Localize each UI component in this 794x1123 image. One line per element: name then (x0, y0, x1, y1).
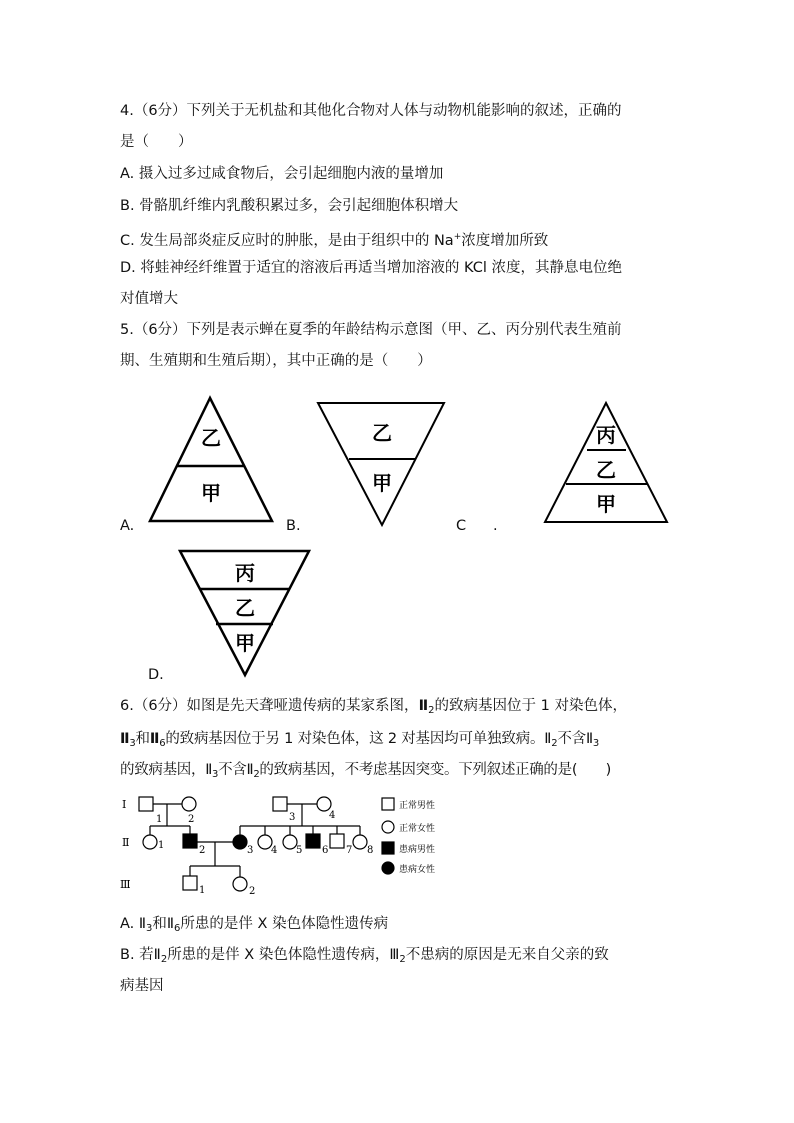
q6-stem-line3: 的致病基因，$Ⅱ_3$不含$Ⅱ_2$的致病基因，不考虑基因突变。下列叙述正确的是( ) (120, 762, 611, 780)
q4-option-a: A. 摄入过多过咸食物后，会引起细胞内液的量增加 (120, 166, 444, 182)
q5-label-b: B. (286, 518, 301, 534)
pyramid-d-yi: 乙 (235, 596, 255, 620)
q6-option-b-line2: 病基因 (120, 978, 164, 994)
pedigree-i1-normal-male (139, 797, 153, 811)
pedigree-gen-ii-label: Ⅱ (122, 836, 130, 849)
q6-option-b-line1: B. 若$Ⅱ_2$所患的是伴 X 染色体隐性遗传病，$Ⅲ_2$不患病的原因是无来自父亲的致 (120, 947, 609, 965)
pedigree-num-i4: 4 (329, 810, 336, 821)
pedigree-gen-i-label: Ⅰ (122, 798, 127, 811)
pedigree-num-iii2: 2 (249, 886, 256, 897)
q6-option-a: A. $Ⅱ_3$和$Ⅱ_6$所患的是伴 X 染色体隐性遗传病 (120, 916, 389, 934)
pedigree-i2-normal-female (182, 797, 196, 811)
q4-option-b: B. 骨骼肌纤维内乳酸积累过多，会引起细胞体积增大 (120, 198, 459, 214)
pyramid-d-bing: 丙 (235, 561, 255, 585)
pedigree-num-i3: 3 (289, 812, 296, 823)
pedigree-num-ii4: 4 (271, 845, 278, 856)
pedigree-i3-normal-male (273, 797, 287, 811)
pedigree-num-ii3: 3 (247, 845, 254, 856)
pyramid-b-yi: 乙 (372, 421, 392, 445)
q5-stem-line1: 5.（6分）下列是表示蝉在夏季的年龄结构示意图（甲、乙、丙分别代表生殖前 (120, 322, 622, 338)
q4-stem-line1: 4.（6分）下列关于无机盐和其他化合物对人体与动物机能影响的叙述，正确的 (120, 103, 622, 119)
q5-label-c-dot: . (493, 518, 498, 534)
pedigree-num-ii1: 1 (158, 840, 165, 851)
pyramid-c-yi: 乙 (596, 458, 616, 482)
pedigree-ii7-normal-male (330, 834, 344, 848)
pyramid-c-bing: 丙 (596, 423, 616, 447)
pyramid-d-jia: 甲 (235, 631, 255, 655)
legend-normal-female-symbol (382, 821, 394, 833)
pyramid-a-yi: 乙 (201, 426, 221, 450)
pedigree-gen-iii-label: Ⅲ (120, 878, 131, 891)
legend-normal-female-label: 正常女性 (399, 824, 436, 834)
pyramid-a-jia: 甲 (201, 481, 221, 505)
pedigree-num-i1: 1 (156, 814, 163, 825)
legend-affected-male-symbol (382, 842, 394, 854)
pedigree-ii6-affected-male (306, 834, 320, 848)
pedigree-ii5-normal-female (283, 835, 297, 849)
q5-label-a: A. (120, 518, 135, 534)
q5-label-c: C (456, 518, 467, 534)
pedigree-iii2-normal-female (233, 877, 247, 891)
legend-affected-female-label: 患病女性 (399, 865, 436, 875)
pedigree-num-ii6: 6 (322, 845, 329, 856)
pedigree-num-ii2: 2 (199, 845, 206, 856)
q6-stem-line1: 6.（6分）如图是先天聋哑遗传病的某家系图，$Ⅱ_2$的致病基因位于 1 对染色体， (120, 698, 627, 716)
pedigree-num-ii8: 8 (367, 845, 374, 856)
pedigree-i4-normal-female (317, 797, 331, 811)
pedigree-num-iii1: 1 (199, 885, 206, 896)
pedigree-chart (139, 797, 394, 891)
q4-option-d-line1: D. 将蛙神经纤维置于适宜的溶液后再适当增加溶液的 KCl 浓度，其静息电位绝 (120, 260, 622, 276)
q4-stem-line2: 是（ ） (120, 134, 193, 150)
legend-normal-male-label: 正常男性 (399, 801, 436, 811)
q5-label-d: D. (148, 667, 164, 683)
pedigree-num-ii7: 7 (346, 845, 353, 856)
pedigree-num-ii5: 5 (296, 845, 303, 856)
pedigree-iii1-normal-male (183, 876, 197, 890)
legend-affected-female-symbol (382, 862, 394, 874)
pedigree-ii4-normal-female (258, 835, 272, 849)
pedigree-ii8-normal-female (353, 835, 367, 849)
pedigree-num-i2: 2 (188, 814, 195, 825)
q5-stem-line2: 期、生殖期和生殖后期），其中正确的是（ ） (120, 353, 432, 369)
legend-affected-male-label: 患病男性 (399, 845, 436, 855)
pedigree-ii3-affected-female (233, 835, 247, 849)
q4-option-d-line2: 对值增大 (120, 291, 178, 307)
pyramid-c-jia: 甲 (596, 492, 616, 516)
pedigree-ii2-affected-male (183, 834, 197, 848)
pyramid-b-jia: 甲 (372, 471, 392, 495)
q6-stem-line2: $Ⅱ_3$和$Ⅱ_6$的致病基因位于另 1 对染色体，这 2 对基因均可单独致病。$Ⅱ_2$不含$Ⅱ_3$ (120, 731, 600, 749)
legend-normal-male-symbol (382, 798, 394, 810)
pedigree-ii1-normal-female (143, 835, 157, 849)
q4-option-c: C. 发生局部炎症反应时的肿胀，是由于组织中的 Na+浓度增加所致 (120, 232, 549, 249)
